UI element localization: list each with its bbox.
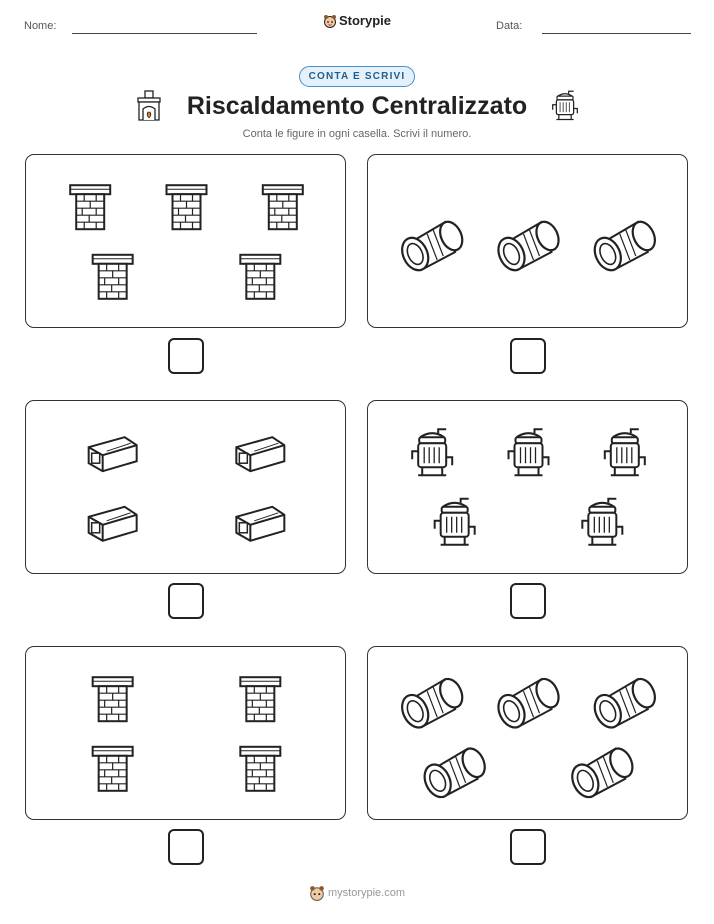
boiler-icon xyxy=(435,499,475,545)
card-2-figures xyxy=(368,155,689,329)
chimney-icon xyxy=(240,677,280,721)
pipe-icon xyxy=(590,218,659,274)
date-line[interactable] xyxy=(542,33,691,34)
chimney-icon xyxy=(93,677,133,721)
answer-box-3[interactable] xyxy=(168,583,204,619)
card-4-figures xyxy=(368,401,689,575)
card-3-figures xyxy=(26,401,347,575)
count-card-2 xyxy=(367,154,688,328)
answer-box-4[interactable] xyxy=(510,583,546,619)
card-6-figures xyxy=(368,647,689,821)
pipe-icon xyxy=(420,745,489,801)
chimney-icon xyxy=(93,255,133,299)
footer xyxy=(0,885,714,904)
pipe-icon xyxy=(567,745,636,801)
count-card-4 xyxy=(367,400,688,574)
boiler-icon xyxy=(509,429,549,475)
chimney-icon xyxy=(240,255,280,299)
card-1-figures xyxy=(26,155,347,329)
page-title: Riscaldamento Centralizzato xyxy=(186,92,528,120)
answer-box-6[interactable] xyxy=(510,829,546,865)
duct-icon xyxy=(236,437,284,471)
boiler-icon xyxy=(605,429,645,475)
duct-icon xyxy=(236,507,284,541)
count-card-3 xyxy=(25,400,346,574)
activity-badge: CONTA E SCRIVI xyxy=(299,66,416,87)
name-label: Nome: xyxy=(24,20,57,32)
brand-name: Storypie xyxy=(338,13,391,28)
pipe-icon xyxy=(397,218,466,274)
footer-url: mystorypie.com xyxy=(327,887,406,899)
pipe-icon xyxy=(493,218,562,274)
pipe-icon xyxy=(590,675,659,731)
storypie-logo-icon xyxy=(309,885,325,901)
boiler-title-icon xyxy=(550,90,580,122)
card-5-figures xyxy=(26,647,347,821)
count-card-1 xyxy=(25,154,346,328)
duct-icon xyxy=(89,437,137,471)
chimney-icon xyxy=(70,185,110,229)
answer-box-2[interactable] xyxy=(510,338,546,374)
count-card-5 xyxy=(25,646,346,820)
pipe-icon xyxy=(493,675,562,731)
storypie-logo-icon xyxy=(323,14,337,28)
answer-box-5[interactable] xyxy=(168,829,204,865)
name-line[interactable] xyxy=(72,33,257,34)
boiler-icon xyxy=(582,499,622,545)
date-label: Data: xyxy=(496,20,523,32)
boiler-icon xyxy=(412,429,452,475)
count-card-6 xyxy=(367,646,688,820)
duct-icon xyxy=(89,507,137,541)
chimney-icon xyxy=(93,747,133,791)
chimney-icon xyxy=(240,747,280,791)
brand xyxy=(0,13,714,31)
instructions: Conta le figure in ogni casella. Scrivi il numero. xyxy=(242,128,472,140)
chimney-icon xyxy=(167,185,207,229)
chimney-icon xyxy=(263,185,303,229)
answer-box-1[interactable] xyxy=(168,338,204,374)
pipe-icon xyxy=(397,675,466,731)
